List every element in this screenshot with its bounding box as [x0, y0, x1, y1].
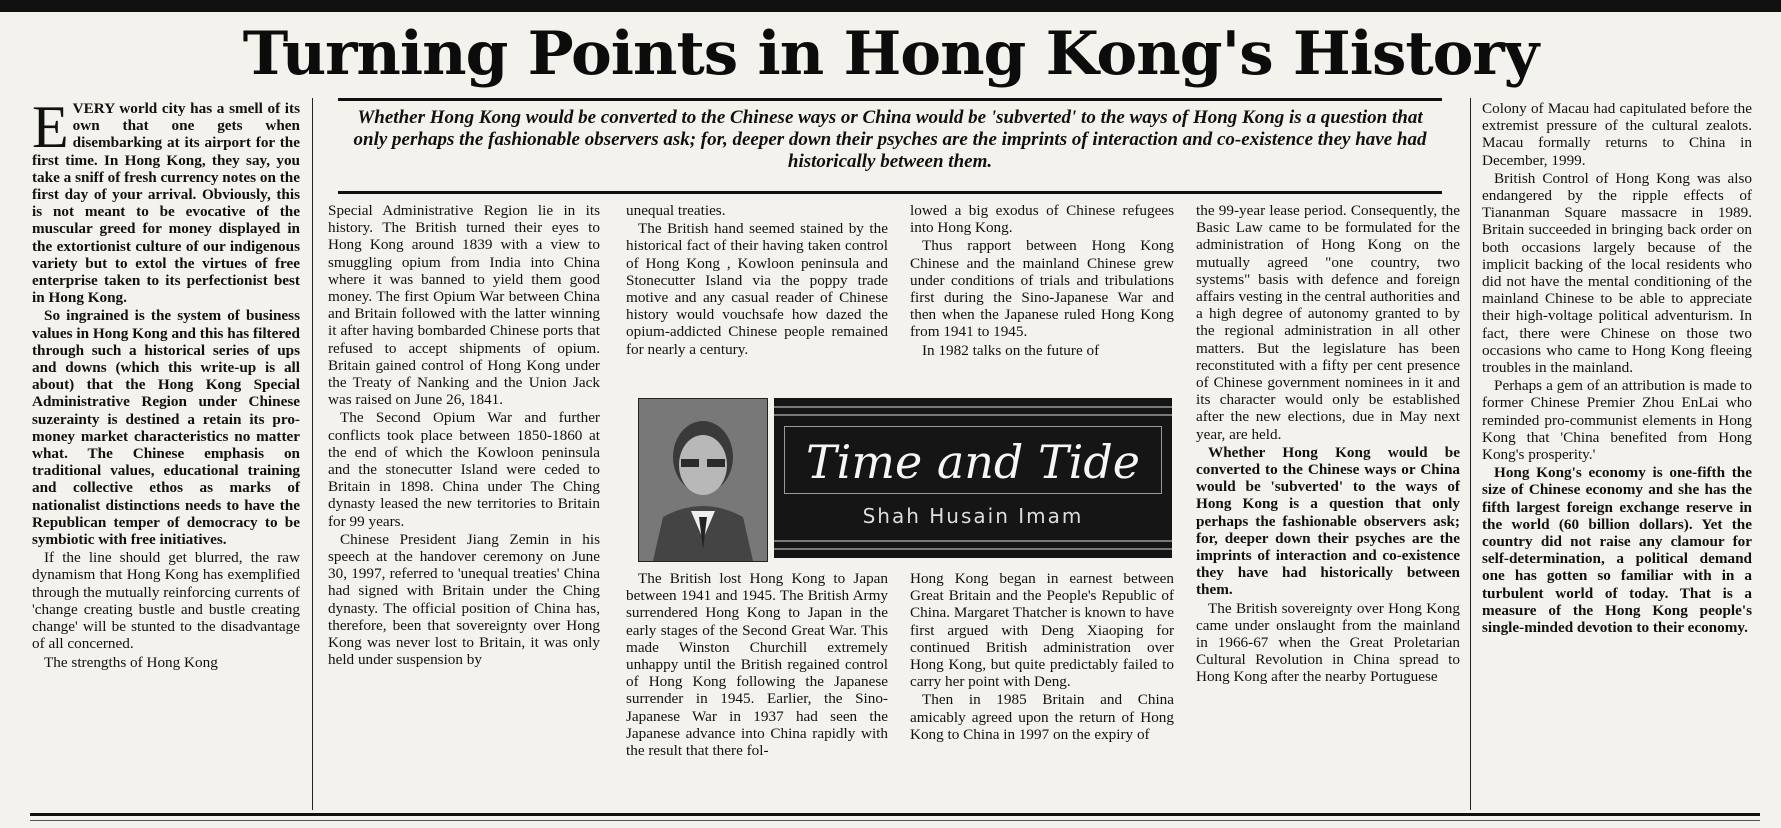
banner-stripe — [774, 406, 1172, 408]
column-4-top — [910, 202, 1174, 390]
column-5-paragraph-3: The British sovereignty over Hong Kong came under onslaught from the mainland in 1966-67 when the Great Proletarian Cultural Revolution in China spread to Hong Kong after the nearby Portuguese — [1196, 599, 1460, 686]
column-3-bottom — [626, 570, 888, 810]
column-banner — [774, 398, 1172, 558]
column-6 — [1482, 100, 1752, 812]
column-2-paragraph-2: The Second Opium War and further conflicts took place between 1850-1860 at the end of which the Kowloon peninsula and the stonecutter Island were ceded to Britain in 1898. China under The Ching dynasty leased the new territories to Britain for 99 years. — [328, 409, 600, 530]
column-3-top — [626, 202, 888, 390]
banner-stripe — [774, 540, 1172, 542]
banner-stripe — [774, 414, 1172, 416]
column-2 — [328, 202, 600, 810]
column-4-paragraph-4: Hong Kong began in earnest between Great Britain and the People's Republic of China. Margaret Thatcher is known to have first argued with Deng Xiaoping for continued British administration over Hong Kong, but quite predictably failed to carry her point with Deng. — [910, 570, 1174, 691]
column-1 — [32, 94, 300, 812]
column-divider — [1470, 98, 1471, 810]
column-1-paragraph-1: EVERY world city has a smell of its own that one gets when disembarking at its airport for the first time. In Hong Kong, they say, you take a sniff of fresh currency notes on the first day of your arrival. Obviously, this is not meant to be evocative of the muscular greed for money displayed in the extortionist culture of our indigenous variety but to extol the virtues of free enterprise taken to its perfectionist best in Hong Kong. — [32, 94, 300, 307]
column-6-paragraph-2: British Control of Hong Kong was also endangered by the ripple effects of Tiananman Square massacre in 1989. Britain succeeded in bringing back order on both occasions largely because of the implicit backing of the local residents who did not have the mental conditioning of the mainland Chinese to be able to appreciate their high-voltage political adventurism. In fact, there were Chinese on those two occasions who came to Hong Kong fleeing troubles in the mainland. — [1482, 169, 1752, 377]
column-3-paragraph-2: The British hand seemed stained by the historical fact of their having taken control of Hong Kong , Kowloon peninsula and Stonecutter Island via the poppy trade motive and any casual reader of Chinese history would vouchsafe how dazed the opium-addicted Chinese people remained for nearly a century. — [626, 220, 888, 358]
column-5 — [1196, 202, 1460, 810]
column-6-paragraph-1: Colony of Macau had capitulated before the extremist pressure of the cultural zealots. Macau formally returns to China in December, 1999. — [1482, 100, 1752, 169]
banner-stripe — [774, 548, 1172, 550]
column-1-paragraph-4: The strengths of Hong Kong — [44, 653, 218, 671]
column-4-paragraph-5: Then in 1985 Britain and China amicably agreed upon the return of Hong Kong to China in 1997 on the expiry of — [910, 691, 1174, 743]
column-6-paragraph-3: Perhaps a gem of an attribution is made to former Chinese Premier Zhou EnLai who reminded pro-communist elements in Hong Kong that 'China benefited from Hong Kong's prosperity.' — [1482, 377, 1752, 464]
column-divider — [312, 98, 313, 810]
headline: Turning Points in Hong Kong's History — [242, 19, 1539, 89]
column-title: Time and Tide — [805, 435, 1141, 489]
top-rule — [0, 0, 1781, 12]
column-4-paragraph-1: lowed a big exodus of Chinese refugees into Hong Kong. — [910, 202, 1174, 237]
column-4-paragraph-3: In 1982 talks on the future of — [922, 341, 1100, 359]
column-5-paragraph-2: Whether Hong Kong would be converted to the Chinese ways or China would be 'subverted' to the ways of Hong Kong is a question that only perhaps the fashionable observers ask; for, deeper down their psyches are the imprints of interaction and co-existence they have had historically between them. — [1196, 443, 1460, 599]
column-6-paragraph-4: Hong Kong's economy is one-fifth the size of Chinese economy and she has the fifth largest foreign exchange reserve in the world (60 billion dollars). Yet the country did not raise any clamour for self-determination, a political demand one has gotten so familiar with in a turbulent world of today. That is a measure of the Hong Kong people's single-minded devotion to their economy. — [1482, 464, 1752, 637]
column-1-paragraph-2: So ingrained is the system of business values in Hong Kong and this has filtered through such a historical series of ups and downs (which this write-up is all about) that the Hong Kong Special Administrative Region under Chinese suzerainty is destined a retain its pro-money market characteristics no matter what. The Chinese emphasis on traditional values, educational training and collective ethos as marks of nationalist distinctions needs to have the Republican temper of democracy to be symbiotic with free initiatives. — [32, 307, 300, 549]
column-3-paragraph-1: unequal treaties. — [626, 202, 726, 219]
bottom-rule-thin — [30, 820, 1760, 821]
deck-standfirst: Whether Hong Kong would be converted to the Chinese ways or China would be 'subverted' to the ways of Hong Kong is a question that only perhaps the fashionable observers ask; for, deeper down their psyches are the imprints of interaction and co-existence they have had historically between them. — [338, 98, 1442, 194]
columnist-photo — [638, 398, 768, 562]
column-author: Shah Husain Imam — [862, 504, 1084, 528]
column-2-paragraph-1: Special Administrative Region lie in its history. The British turned their eyes to Hong Kong around 1839 with a view to smuggling opium from India into China where it was banned to yield them good money. The first Opium War between China and Britain followed with the latter winning it after having bombarded Chinese ports that refused to accept shipments of opium. Britain gained control of Hong Kong under the Treaty of Nanking and the Union Jack was raised on June 26, 1841. — [328, 202, 600, 409]
column-4-paragraph-2: Thus rapport between Hong Kong Chinese and the mainland Chinese grew under conditions of trials and tribulations first during the Sino-Japanese War and then when the Japanese ruled Hong Kong from 1941 to 1945. — [910, 237, 1174, 341]
column-1-paragraph-3: If the line should get blurred, the raw dynamism that Hong Kong has exemplified through the mutually reinforcing currents of 'change creating bustle and bustle creating change' will be stunted to the disadvantage of all concerned. — [32, 549, 300, 653]
drop-cap: E — [32, 94, 69, 160]
column-4-bottom — [910, 570, 1174, 810]
column-3-paragraph-3: The British lost Hong Kong to Japan between 1941 and 1945. The British Army surrendered Hong Kong to Japan in the early stages of the Second Great War. This made Winston Churchill extremely unhappy until the British regained control of Hong Kong following the Japanese surrender in 1945. Earlier, the Sino-Japanese War in 1937 had seen the Japanese advance into China rapidly with the result that there fol- — [626, 570, 888, 760]
column-5-paragraph-1: the 99-year lease period. Consequently, the Basic Law came to be formulated for the administration of Hong Kong on the mutually agreed "one country, two systems" basis with defence and foreign affairs vesting in the central authorities and a high degree of autonomy granted to by the regional administration in all other matters. But the legislature has been reconstituted with a fifty per cent presence of Chinese government nominees in it and its character would only be established after the new elections, due in May next year, are held. — [1196, 202, 1460, 443]
bottom-rule — [30, 813, 1760, 816]
column-2-paragraph-3: Chinese President Jiang Zemin in his speech at the handover ceremony on June 30, 1997, referred to 'unequal treaties' China had signed with Britain under the Ching dynasty. The official position of China has, therefore, been that sovereignty over Hong Kong was never lost to Britain, it was only held under suspension by — [328, 530, 600, 669]
portrait-image — [639, 399, 767, 561]
